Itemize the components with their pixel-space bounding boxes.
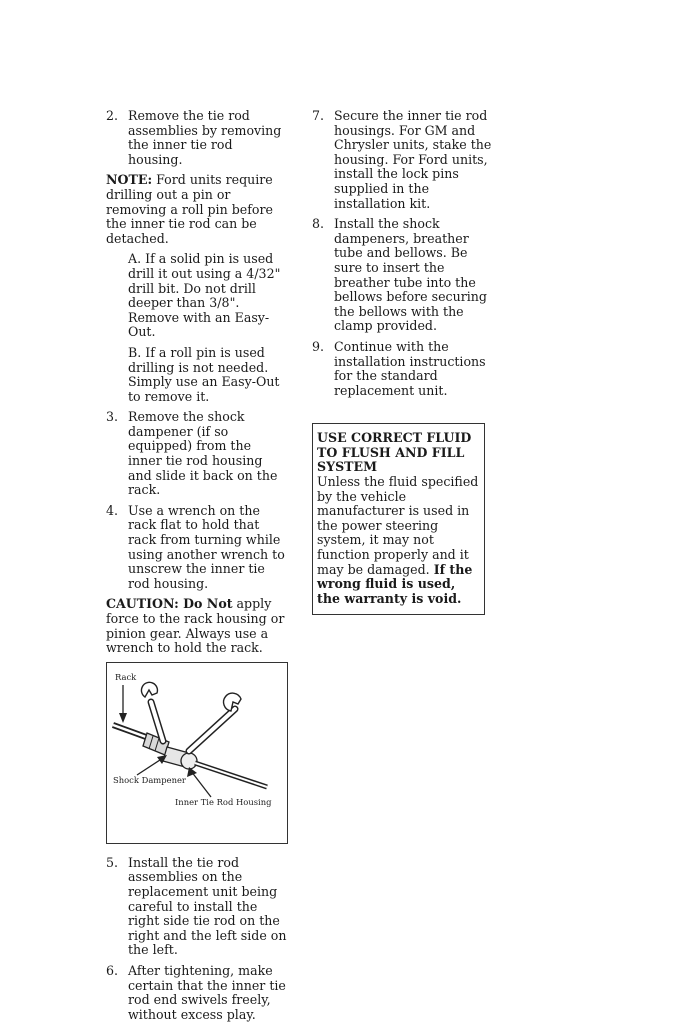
step-text: Use a wrench on the rack flat to hold that rack from turning while using another wrench to unscrew the inner tie rod housing. (128, 502, 285, 591)
step-number: 3. (106, 409, 119, 425)
label-inner-tie-rod-housing: Inner Tie Rod Housing (175, 796, 272, 807)
rack-wrench-figure (106, 662, 288, 844)
caution-note (106, 597, 288, 655)
step-7 (312, 109, 497, 211)
note-label: NOTE: (106, 172, 153, 188)
fluid-warning-box (312, 423, 485, 615)
caution-text: apply force to the rack housing or pinion gear. Always use a wrench to hold the rack. (106, 596, 285, 656)
step-text: Remove the tie rod assemblies by removing the inner tie rod housing. (128, 108, 282, 167)
step-9 (312, 340, 497, 398)
step-5 (106, 856, 288, 958)
sub-step-b: B. If a roll pin is used drilling is not needed. Simply use an Easy-Out to remove it. (128, 344, 280, 404)
step-text: Remove the shock dampener (if so equipped) from the inner tie rod housing and slide it back on the rack. (128, 409, 278, 498)
step-text: Install the shock dampeners, breather tube and bellows. Be sure to insert the breather tube into the bellows before securing the bellows with the clamp provided. (334, 216, 487, 334)
step-number: 6. (106, 962, 119, 978)
right-column (312, 109, 497, 615)
step-number: 5. (106, 854, 119, 870)
step-text: Install the tie rod assemblies on the replacement unit being careful to install the right side tie rod on the right and the left side on the left. (128, 854, 287, 958)
step-number: 7. (312, 108, 325, 123)
label-shock-dampener: Shock Dampener (113, 774, 186, 785)
step-number: 9. (312, 338, 325, 354)
sub-step-a: A. If a solid pin is used drill it out using a 4/32" drill bit. Do not drill deeper than 3/8". Remove with an Easy-Out. (128, 251, 281, 340)
rack-wrench-illustration (107, 663, 287, 843)
fluid-warning-bold: If the wrong fluid is used, the warranty is void. (317, 561, 473, 606)
step-number: 2. (106, 108, 119, 123)
step-3 (106, 410, 288, 498)
note-text: Ford units require drilling out a pin or removing a roll pin before the inner tie rod can be detached. (106, 172, 273, 246)
step-text: Secure the inner tie rod housings. For GM and Chrysler units, stake the housing. For Ford units, install the lock pins supplied in the installation kit. (334, 108, 492, 211)
step-text: After tightening, make certain that the inner tie rod end swivels freely, without excess play. (128, 962, 286, 1022)
step-number: 4. (106, 502, 119, 518)
left-column (106, 109, 288, 1028)
caution-label: CAUTION: Do Not (106, 596, 233, 612)
fluid-warning-title: USE CORRECT FLUID TO FLUSH AND FILL SYSTEM (317, 430, 472, 475)
fluid-warning-text: Unless the fluid specified by the vehicle manufacturer is used in the power steering system, it may not function properly and it may be damaged. (317, 474, 479, 577)
step-6 (106, 964, 288, 1022)
step-4 (106, 504, 288, 592)
ford-note (106, 173, 288, 246)
label-rack: Rack (115, 671, 137, 682)
step-number: 8. (312, 216, 325, 232)
step-2 (106, 109, 288, 167)
fluid-warning-body (317, 475, 480, 606)
step-text: Continue with the installation instructions for the standard replacement unit. (334, 338, 486, 398)
step-8 (312, 217, 497, 334)
